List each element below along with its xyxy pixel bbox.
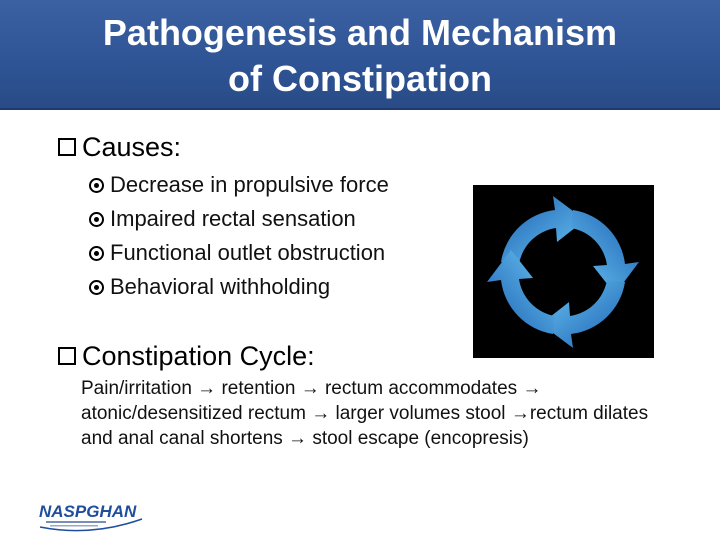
cycle-description	[81, 376, 681, 451]
cycle-step: stool escape (encopresis)	[312, 428, 529, 449]
list-item	[89, 236, 389, 270]
circle-bullet-icon	[89, 212, 104, 227]
circle-bullet-icon	[89, 178, 104, 193]
arrow-right-icon: →	[522, 378, 542, 399]
title-line-1: Pathogenesis and Mechanism	[102, 12, 618, 53]
cause-text: Functional outlet obstruction	[110, 240, 386, 265]
arrow-right-icon: →	[311, 403, 331, 424]
cause-text: Decrease in propulsive force	[110, 172, 389, 197]
square-bullet-icon	[58, 138, 76, 156]
circle-bullet-icon	[89, 280, 104, 295]
arrow-right-icon: →	[288, 428, 308, 449]
cycle-step: rectum dilates and anal canal shortens	[81, 403, 649, 449]
causes-heading: Causes:	[82, 132, 182, 162]
causes-heading-row	[58, 131, 181, 163]
circle-bullet-icon	[89, 246, 104, 261]
causes-list	[89, 168, 389, 304]
naspghan-logo	[36, 497, 146, 538]
cycle-heading-row	[58, 340, 315, 372]
arrow-right-icon: →	[510, 403, 530, 424]
cycle-step: larger volumes stool	[335, 403, 506, 424]
title-line-2: of Constipation	[228, 58, 492, 99]
list-item	[89, 168, 389, 202]
cause-text: Impaired rectal sensation	[110, 206, 356, 231]
cycle-step: rectum accommodates	[324, 378, 518, 399]
logo-icon	[36, 497, 146, 533]
list-item	[89, 270, 389, 304]
cycle-step: Pain/irritation	[81, 378, 192, 399]
cycle-step: retention	[221, 378, 296, 399]
cycle-step: atonic/desensitized rectum	[81, 403, 306, 424]
cycle-arrows-image	[473, 185, 654, 358]
logo-text: NASPGHAN	[39, 502, 137, 521]
square-bullet-icon	[58, 347, 76, 365]
arrow-right-icon: →	[300, 378, 320, 399]
list-item	[89, 202, 389, 236]
slide-title	[0, 10, 720, 102]
cycle-heading: Constipation Cycle:	[82, 341, 315, 371]
cause-text: Behavioral withholding	[110, 274, 331, 299]
arrow-right-icon: →	[197, 378, 217, 399]
title-band	[0, 0, 720, 110]
cycle-arrows-icon	[473, 185, 654, 358]
